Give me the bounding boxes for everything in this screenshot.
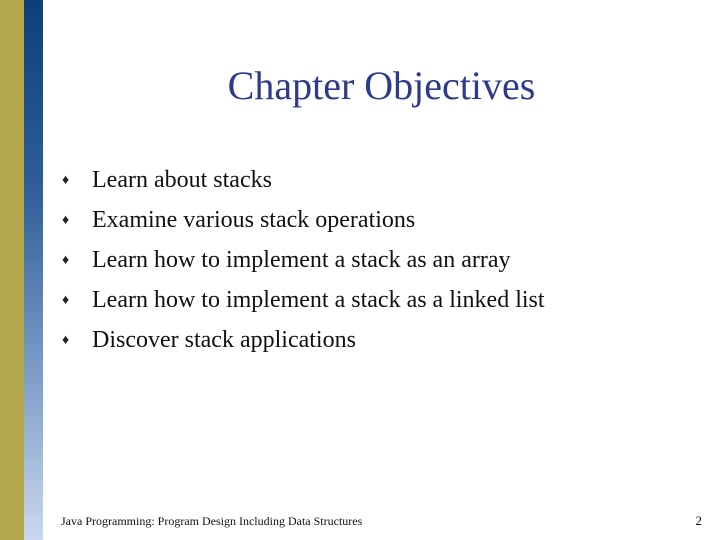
slide-title: Chapter Objectives <box>227 63 536 108</box>
bullet-text: Discover stack applications <box>92 327 356 353</box>
bullet-text: Learn about stacks <box>92 167 272 193</box>
bullet-item <box>62 240 545 280</box>
bullet-text: Learn how to implement a stack as an array <box>92 247 511 273</box>
bullet-item <box>62 200 545 240</box>
diamond-bullet-icon: ♦ <box>62 293 70 308</box>
footer-text: Java Programming: Program Design Including Data Structures <box>61 514 363 528</box>
diamond-bullet-icon: ♦ <box>62 333 70 348</box>
bullet-item <box>62 280 545 320</box>
diamond-bullet-icon: ♦ <box>62 213 70 228</box>
bullet-text: Examine various stack operations <box>92 207 416 233</box>
bullet-item <box>62 160 545 200</box>
left-accent-bar-gradient <box>24 0 43 540</box>
diamond-bullet-icon: ♦ <box>62 173 70 188</box>
bullet-list <box>62 160 545 360</box>
left-accent-bar-olive <box>0 0 24 540</box>
diamond-bullet-icon: ♦ <box>62 253 70 268</box>
bullet-text: Learn how to implement a stack as a linked list <box>92 287 545 313</box>
page-number: 2 <box>695 513 702 528</box>
bullet-item <box>62 320 545 360</box>
